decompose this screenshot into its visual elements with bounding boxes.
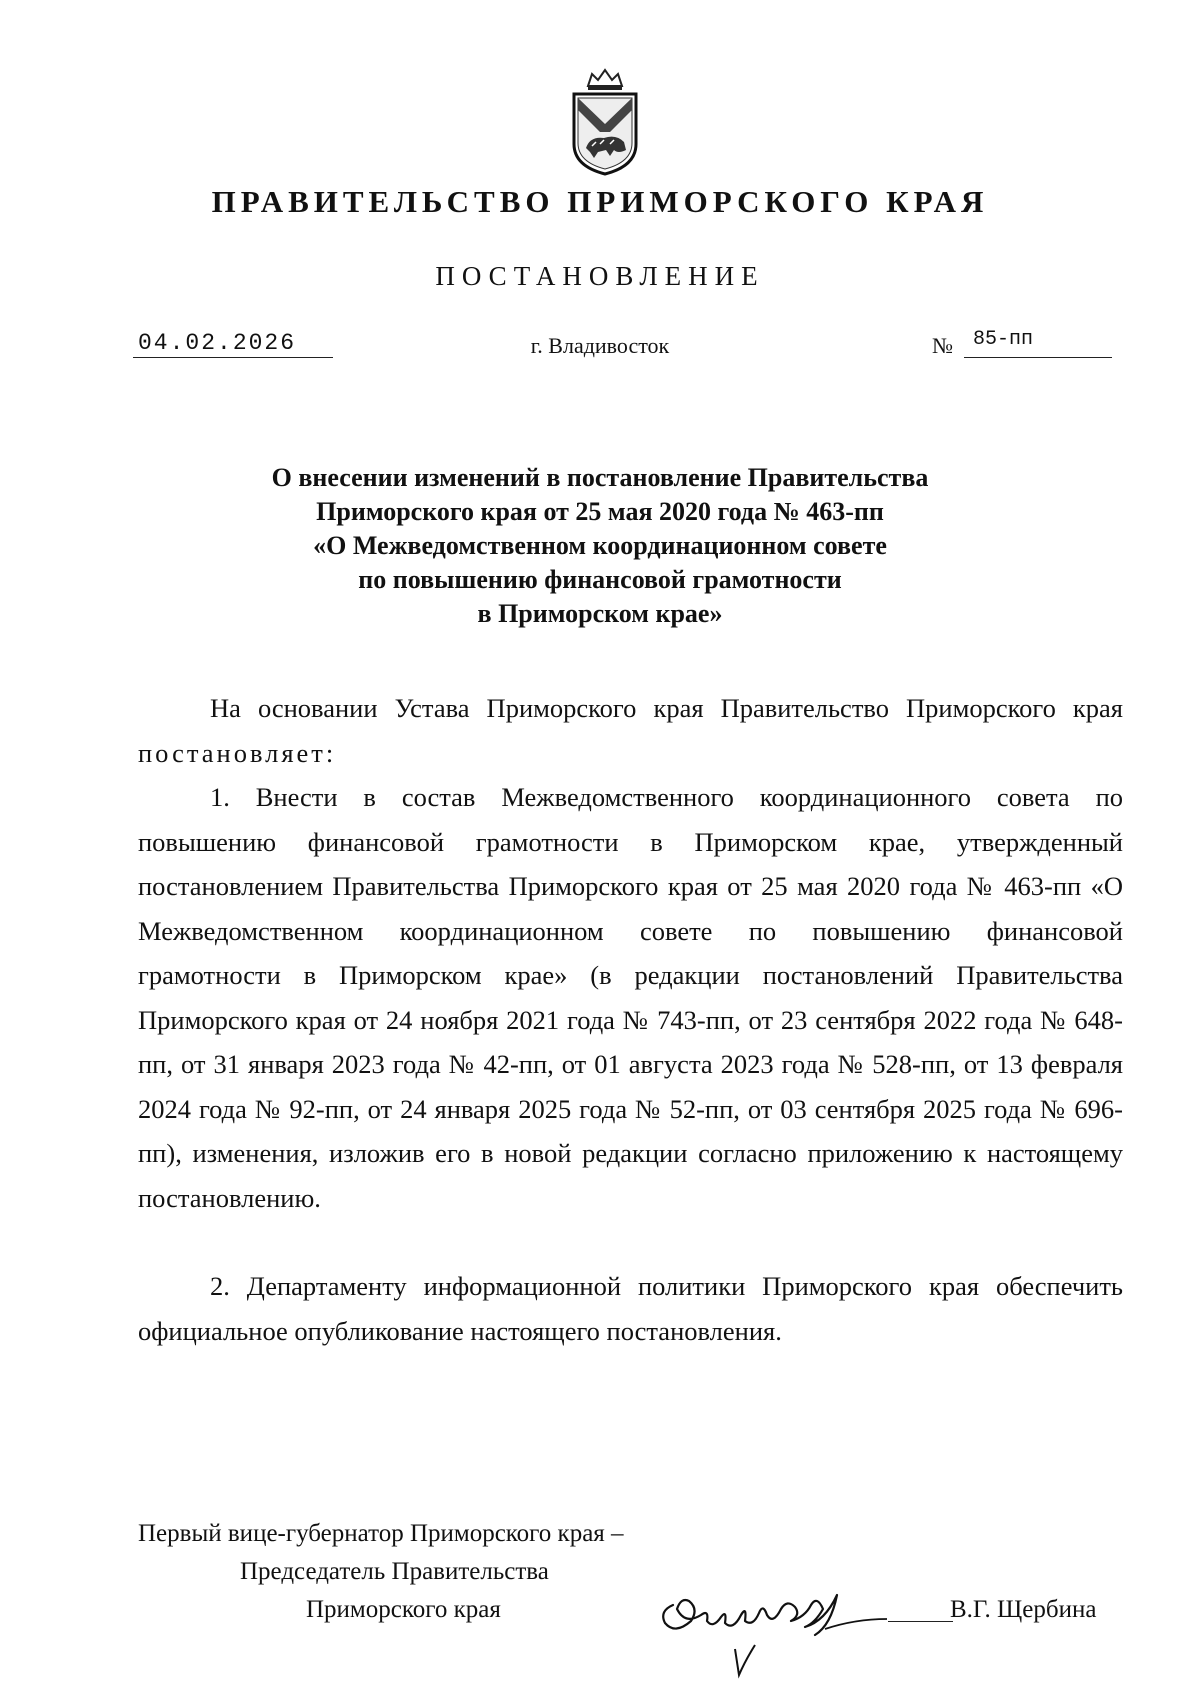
- heading-line: в Приморском крае»: [477, 599, 723, 628]
- signature-underline: [888, 1621, 953, 1622]
- intro-paragraph: [138, 686, 1123, 775]
- heading-line: О внесении изменений в постановление Правительства: [271, 463, 929, 492]
- document-number: 85-пп: [973, 328, 1034, 351]
- signer-position-line-3: Приморского края: [306, 1596, 501, 1623]
- heading-line: «О Межведомственном координационном совете: [313, 531, 887, 560]
- heading-line: по повышению финансовой грамотности: [358, 565, 842, 594]
- handwritten-signature-icon: [655, 1565, 895, 1683]
- item-2-text: 2. Департаменту информационной политики Приморского края обеспечить официальное опубликование настоящего постановления.: [138, 1271, 1123, 1346]
- intro-text: На основании Устава Приморского края Правительство Приморского края: [210, 693, 1123, 723]
- number-underline: [964, 357, 1112, 358]
- item-2-paragraph: [138, 1264, 1123, 1353]
- signer-name: В.Г. Щербина: [950, 1596, 1097, 1623]
- signer-position-line-2: Председатель Правительства: [240, 1558, 549, 1585]
- document-type: ПОСТАНОВЛЕНИЕ: [435, 261, 765, 291]
- coat-of-arms-icon: [570, 66, 640, 178]
- government-title: ПРАВИТЕЛЬСТВО ПРИМОРСКОГО КРАЯ: [211, 184, 989, 219]
- number-sign: №: [932, 333, 953, 358]
- document-city: г. Владивосток: [530, 333, 670, 358]
- item-1-text: 1. Внести в состав Межведомственного координационного совета по повышению финансовой грамотности в Приморском крае, утвержденный постановлением Правительства Приморского края от 25 мая 2020 года № 463-пп «О Межведомственном координационном совете по повышению финансовой грамотности в Приморском крае» (в редакции постановлений Правительства Приморского края от 24 ноября 2021 года № 743-пп, от 23 сентября 2022 года № 648-пп, от 31 января 2023 года № 42-пп, от 01 августа 2023 года № 528-пп, от 13 февраля 2024 года № 92-пп, от 24 января 2025 года № 52-пп, от 03 сентября 2025 года № 696-пп), изменения, изложив его в новой редакции согласно приложению к настоящему постановлению.: [138, 782, 1123, 1213]
- document-date: 04.02.2026: [138, 330, 297, 356]
- signer-position-line-1: Первый вице-губернатор Приморского края –: [138, 1520, 624, 1547]
- document-heading: [180, 461, 1020, 631]
- item-1-paragraph: [138, 775, 1123, 1220]
- heading-line: Приморского края от 25 мая 2020 года № 463-пп: [316, 497, 884, 526]
- intro-verb: постановляет:: [138, 737, 337, 768]
